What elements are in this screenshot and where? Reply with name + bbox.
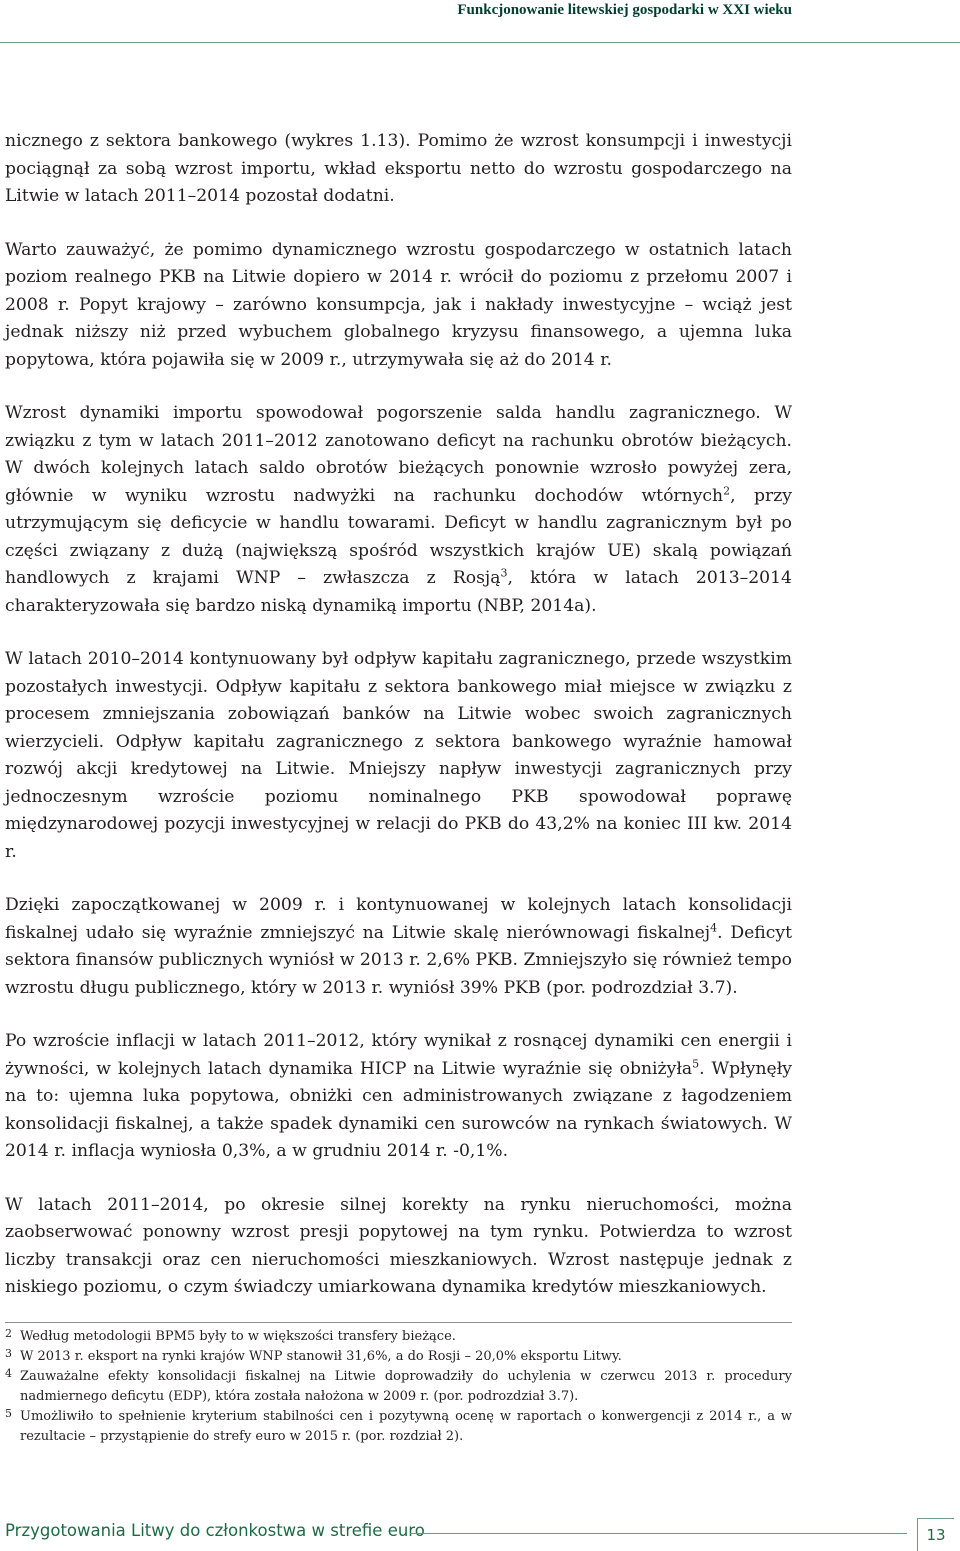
footnote-number: 5 xyxy=(5,1407,12,1420)
footnote-ref: 3 xyxy=(500,566,508,580)
footnote xyxy=(5,1367,792,1407)
paragraph: W latach 2010–2014 kontynuowany był odpływ kapitału zagranicznego, przede wszystkim pozostałych inwestycji. Odpływ kapitału z sektora bankowego miał miejsce w związku z procesem zmniejszania zobowiązań banków na Litwie wobec swoich zagranicznych wierzycieli. Odpływ kapitału zagranicznego z sektora bankowego wyraźnie hamował rozwój akcji kredytowej na Litwie. Mniejszy napływ inwestycji zagranicznych przy jednoczesnym wzroście poziomu nominalnego PKB spowodował poprawę międzynarodowej pozycji inwestycyjnej w relacji do PKB do 43,2% na koniec III kw. 2014 r. xyxy=(5,649,792,862)
paragraph: Po wzroście inflacji w latach 2011–2012, który wynikał z rosnącej dynamiki cen energii i żywności, w kolejnych latach dynamika HICP na Litwie wyraźnie się obniżyła$^5$. Wpłynęły na to: ujemna luka popytowa, obniżki cen administrowanych związane z łagodzeniem konsolidacji fiskalnej, a także spadek dynamiki cen surowców na rynkach światowych. W 2014 r. inflacja wyniosła 0,3%, a w grudniu 2014 r. -0,1%. xyxy=(5,1031,792,1161)
footnote-ref: 4 xyxy=(710,920,718,934)
footnote-number: 2 xyxy=(5,1327,12,1340)
footnote-text: Umożliwiło to spełnienie kryterium stabilności cen i pozytywną ocenę w raportach o konwergencji z 2014 r., a w rezultacie – przystąpienie do strefy euro w 2015 r. (por. rozdział 2). xyxy=(20,1409,792,1444)
footer-title: Przygotowania Litwy do członkostwa w strefie euro xyxy=(5,1521,425,1540)
footnote xyxy=(5,1347,792,1367)
footnotes xyxy=(5,1327,792,1447)
footnote xyxy=(5,1327,792,1347)
footnote-ref: 5 xyxy=(692,1056,700,1070)
footnote-divider xyxy=(5,1322,792,1323)
running-header-title: Funkcjonowanie litewskiej gospodarki w XXI wieku xyxy=(457,2,792,18)
footnote-number: 3 xyxy=(5,1347,12,1360)
footer-divider xyxy=(410,1533,907,1534)
footnote-number: 4 xyxy=(5,1367,12,1380)
footnote-text: Zauważalne efekty konsolidacji fiskalnej na Litwie doprowadziły do uchylenia w czerwcu 2013 r. procedury nadmiernego deficytu (EDP), która została nałożona w 2009 r. (por. podrozdział 3.7). xyxy=(20,1369,792,1404)
page-header xyxy=(0,0,960,43)
paragraph: Wzrost dynamiki importu spowodował pogorszenie salda handlu zagranicznego. W związku z tym w latach 2011–2012 zanotowano deficyt na rachunku obrotów bieżących. W dwóch kolejnych latach saldo obrotów bieżących ponownie wzrosło powyżej zera, głównie w wyniku wzrostu nadwyżki na rachunku dochodów wtórnych$^2$, przy utrzymującym się deficycie w handlu towarami. Deficyt w handlu zagranicznym był po części związany z dużą (największą spośród wszystkich krajów UE) skalą powiązań handlowych z krajami WNP – zwłaszcza z Rosją$^3$, która w latach 2013–2014 charakteryzowała się bardzo niską dynamiką importu (NBP, 2014a). xyxy=(5,403,792,616)
paragraph: W latach 2011–2014, po okresie silnej korekty na rynku nieruchomości, można zaobserwować ponowny wzrost presji popytowej na tym rynku. Potwierdza to wzrost liczby transakcji oraz cen nieruchomości mieszkaniowych. Wzrost następuje jednak z niskiego poziomu, o czym świadczy umiarkowana dynamika kredytów mieszkaniowych. xyxy=(5,1194,792,1297)
footnote xyxy=(5,1407,792,1447)
paragraph: nicznego z sektora bankowego (wykres 1.13). Pomimo że wzrost konsumpcji i inwestycji pociągnął za sobą wzrost importu, wkład eksportu netto do wzrostu gospodarczego na Litwie w latach 2011–2014 pozostał dodatni. xyxy=(5,131,792,206)
paragraph: Warto zauważyć, że pomimo dynamicznego wzrostu gospodarczego w ostatnich latach poziom realnego PKB na Litwie dopiero w 2014 r. wrócił do poziomu z przełomu 2007 i 2008 r. Popyt krajowy – zarówno konsumpcja, jak i nakłady inwestycyjne – wciąż jest jednak niższy niż przed wybuchem globalnego kryzysu finansowego, a ujemna luka popytowa, która pojawiła się w 2009 r., utrzymywała się aż do 2014 r. xyxy=(5,239,792,370)
footnote-text: Według metodologii BPM5 były to w większości transfery bieżące. xyxy=(20,1329,456,1344)
body-text xyxy=(5,128,792,1302)
paragraph: Dzięki zapoczątkowanej w 2009 r. i kontynuowanej w kolejnych latach konsolidacji fiskalnej udało się wyraźnie zmniejszyć na Litwie skalę nierównowagi fiskalnej$^4$. Deficyt sektora finansów publicznych wyniósł w 2013 r. 2,6% PKB. Zmniejszyło się również tempo wzrostu długu publicznego, który w 2013 r. wyniósł 39% PKB (por. podrozdział 3.7). xyxy=(5,895,792,998)
page-number: 13 xyxy=(917,1518,954,1551)
footnote-ref: 2 xyxy=(723,483,731,497)
footnote-text: W 2013 r. eksport na rynki krajów WNP stanowił 31,6%, a do Rosji – 20,0% eksportu Litwy. xyxy=(20,1349,622,1364)
